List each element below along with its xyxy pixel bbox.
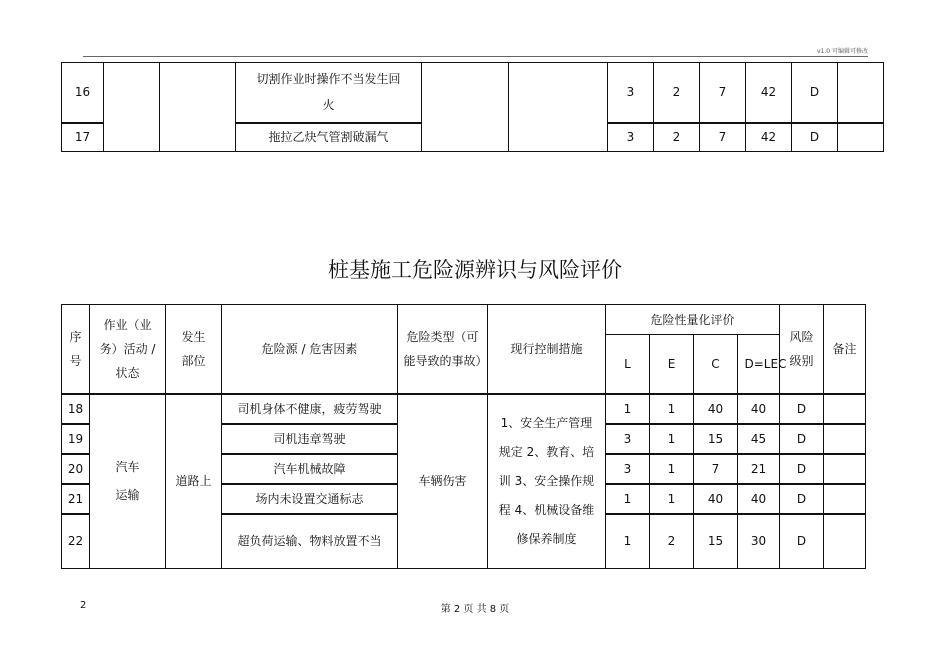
table-row	[62, 394, 866, 424]
location-cell	[160, 63, 236, 152]
header-row	[62, 305, 866, 335]
header-location: 发生部位	[166, 305, 222, 394]
l-value: 3	[606, 454, 650, 484]
e-value: 2	[654, 63, 700, 123]
c-value: 15	[694, 514, 738, 569]
note-cell	[824, 514, 866, 569]
header-hazard: 危险源 / 危害因素	[222, 305, 398, 394]
hazard-cell: 切割作业时操作不当发生回火	[236, 63, 422, 123]
page-counter: 第 2 页 共 8 页	[440, 604, 510, 615]
e-value: 1	[650, 484, 694, 514]
c-value: 7	[700, 123, 746, 152]
control-cell	[509, 63, 608, 152]
header-activity: 作业（业务）活动 / 状态	[90, 305, 166, 394]
header-control: 现行控制措施	[488, 305, 606, 394]
l-value: 3	[606, 424, 650, 454]
location-cell: 道路上	[166, 394, 222, 569]
header-rule	[83, 56, 868, 57]
header-no: 序号	[62, 305, 90, 394]
hazard-cell: 场内未设置交通标志	[222, 484, 398, 514]
c-value: 7	[700, 63, 746, 123]
risk-level: D	[780, 424, 824, 454]
e-value: 1	[650, 454, 694, 484]
c-value: 7	[694, 454, 738, 484]
d-value: 21	[738, 454, 780, 484]
l-value: 1	[606, 514, 650, 569]
e-value: 1	[650, 424, 694, 454]
l-value: 1	[606, 394, 650, 424]
d-value: 42	[746, 123, 792, 152]
page-title: 桩基施工危险源辨识与风险评价	[328, 258, 622, 282]
note-cell	[824, 484, 866, 514]
row-number: 18	[62, 394, 90, 424]
continuation-table	[61, 62, 884, 152]
control-cell: 1、安全生产管理规定 2、教育、培训 3、安全操作规程 4、机械设备维修保养制度	[488, 394, 606, 569]
activity-cell: 汽车运输	[90, 394, 166, 569]
risk-level: D	[792, 123, 838, 152]
d-value: 42	[746, 63, 792, 123]
risk-level: D	[780, 514, 824, 569]
header-d: D=LEC	[738, 335, 780, 394]
row-number: 21	[62, 484, 90, 514]
type-cell: 车辆伤害	[398, 394, 488, 569]
hazard-cell: 汽车机械故障	[222, 454, 398, 484]
risk-table	[61, 304, 866, 569]
note-cell	[824, 454, 866, 484]
hazard-cell: 超负荷运输、物料放置不当	[222, 514, 398, 569]
note-cell	[824, 394, 866, 424]
row-number: 22	[62, 514, 90, 569]
row-number: 20	[62, 454, 90, 484]
risk-level: D	[780, 394, 824, 424]
risk-level: D	[792, 63, 838, 123]
d-value: 45	[738, 424, 780, 454]
note-cell	[838, 123, 884, 152]
l-value: 1	[606, 484, 650, 514]
type-cell	[422, 63, 509, 152]
version-note: v1.0 可编辑可修改	[816, 48, 868, 55]
header-l: L	[606, 335, 650, 394]
table-row	[62, 63, 884, 123]
c-value: 40	[694, 484, 738, 514]
note-cell	[824, 424, 866, 454]
header-c: C	[694, 335, 738, 394]
header-quant: 危险性量化评价	[606, 305, 780, 335]
row-number: 17	[62, 123, 104, 152]
e-value: 1	[650, 394, 694, 424]
c-value: 40	[694, 394, 738, 424]
l-value: 3	[608, 63, 654, 123]
header-note: 备注	[824, 305, 866, 394]
page-number-left: 2	[80, 600, 87, 611]
activity-cell	[104, 63, 160, 152]
d-value: 40	[738, 484, 780, 514]
hazard-cell: 司机身体不健康，疲劳驾驶	[222, 394, 398, 424]
l-value: 3	[608, 123, 654, 152]
risk-level: D	[780, 484, 824, 514]
risk-level: D	[780, 454, 824, 484]
d-value: 30	[738, 514, 780, 569]
row-number: 16	[62, 63, 104, 123]
header-type: 危险类型（可能导致的事故）	[398, 305, 488, 394]
hazard-cell: 拖拉乙炔气管割破漏气	[236, 123, 422, 152]
header-level: 风险级别	[780, 305, 824, 394]
hazard-cell: 司机违章驾驶	[222, 424, 398, 454]
header-e: E	[650, 335, 694, 394]
e-value: 2	[654, 123, 700, 152]
c-value: 15	[694, 424, 738, 454]
row-number: 19	[62, 424, 90, 454]
e-value: 2	[650, 514, 694, 569]
note-cell	[838, 63, 884, 123]
d-value: 40	[738, 394, 780, 424]
